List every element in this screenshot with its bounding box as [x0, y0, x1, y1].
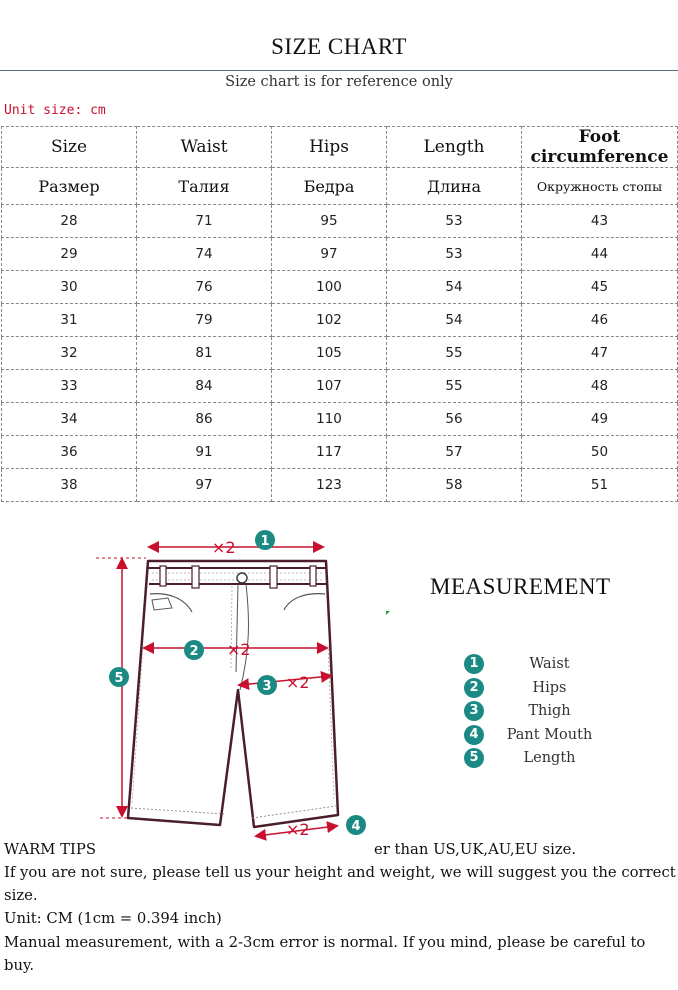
legend-label: Length	[523, 750, 576, 766]
table-cell: 97	[137, 469, 272, 502]
table-cell: 50	[522, 436, 678, 469]
table-cell: 102	[272, 304, 387, 337]
table-cell: 95	[272, 205, 387, 238]
table-cell: 81	[137, 337, 272, 370]
hips-multiplier: ×2	[227, 640, 251, 659]
table-cell: 51	[522, 469, 678, 502]
table-row	[2, 403, 678, 436]
tips-line-2: If you are not sure, please tell us your height and weight, we will suggest you the correct size.	[4, 864, 676, 905]
header-cell: Окружность стопы	[522, 168, 678, 205]
legend-label: Waist	[529, 656, 570, 672]
table-cell: 84	[137, 370, 272, 403]
table-cell: 56	[387, 403, 522, 436]
badge-2-label: 2	[189, 644, 199, 659]
legend-item	[462, 678, 662, 702]
table-cell: 55	[387, 370, 522, 403]
badge-3-label: 3	[262, 679, 272, 694]
table-cell: 53	[387, 205, 522, 238]
table-cell: 29	[2, 238, 137, 271]
table-cell: 105	[272, 337, 387, 370]
table-cell: 71	[137, 205, 272, 238]
tips-size-note: er than US,UK,AU,EU size.	[374, 841, 577, 858]
table-cell: 123	[272, 469, 387, 502]
measurement-legend	[462, 654, 662, 772]
table-cell: 45	[522, 271, 678, 304]
tips-line-3: Unit: CM (1cm = 0.394 inch)	[4, 910, 222, 928]
waist-multiplier: ×2	[212, 538, 236, 557]
table-cell: 100	[272, 271, 387, 304]
measurement-title: MEASUREMENT	[430, 574, 611, 599]
table-cell: 54	[387, 271, 522, 304]
table-row	[2, 436, 678, 469]
title-divider	[0, 70, 678, 71]
table-row	[2, 238, 678, 271]
table-cell: 43	[522, 205, 678, 238]
table-cell: 28	[2, 205, 137, 238]
table-cell: 33	[2, 370, 137, 403]
table-cell: 46	[522, 304, 678, 337]
table-cell: 76	[137, 271, 272, 304]
table-row	[2, 271, 678, 304]
table-cell: 49	[522, 403, 678, 436]
table-cell: 53	[387, 238, 522, 271]
badge-1-label: 1	[260, 534, 270, 549]
table-cell: 91	[137, 436, 272, 469]
page-title: SIZE CHART	[271, 34, 407, 59]
table-cell: 55	[387, 337, 522, 370]
header-cell: Hips	[272, 127, 387, 168]
table-cell: 48	[522, 370, 678, 403]
legend-number-icon: 2	[464, 678, 484, 698]
header-row-en	[2, 127, 678, 168]
table-row	[2, 337, 678, 370]
header-cell: Размер	[2, 168, 137, 205]
table-cell: 31	[2, 304, 137, 337]
header-cell: Бедра	[272, 168, 387, 205]
table-cell: 38	[2, 469, 137, 502]
table-cell: 97	[272, 238, 387, 271]
table-cell: 34	[2, 403, 137, 436]
warm-tips	[4, 838, 676, 977]
legend-item	[462, 701, 662, 725]
table-cell: 54	[387, 304, 522, 337]
table-row	[2, 205, 678, 238]
table-cell: 110	[272, 403, 387, 436]
legend-label: Thigh	[528, 703, 571, 719]
legend-label: Hips	[532, 679, 567, 696]
legend-item	[462, 725, 662, 749]
header-cell: Длина	[387, 168, 522, 205]
legend-number-icon: 3	[464, 701, 484, 721]
table-cell: 30	[2, 271, 137, 304]
header-cell: Foot circumference	[522, 127, 678, 168]
shorts-outline	[128, 561, 338, 827]
table-cell: 44	[522, 238, 678, 271]
unit-label: Unit size: cm	[4, 103, 106, 118]
table-cell: 79	[137, 304, 272, 337]
pant-mouth-multiplier: ×2	[286, 820, 310, 839]
table-cell: 86	[137, 403, 272, 436]
table-cell: 47	[522, 337, 678, 370]
table-row	[2, 304, 678, 337]
table-cell: 32	[2, 337, 137, 370]
badge-4-label: 4	[351, 819, 361, 834]
decorative-mark	[386, 611, 390, 615]
legend-number-icon: 4	[464, 725, 484, 745]
thigh-multiplier: ×2	[286, 673, 310, 692]
table-cell: 58	[387, 469, 522, 502]
header-row-ru	[2, 168, 678, 205]
tips-line-4: Manual measurement, with a 2-3cm error is normal. If you mind, please be careful to buy.	[4, 933, 646, 974]
legend-item	[462, 654, 662, 678]
subtitle: Size chart is for reference only	[225, 74, 453, 90]
tips-heading: WARM TIPS	[4, 841, 96, 858]
header-cell: Талия	[137, 168, 272, 205]
size-table	[1, 126, 678, 502]
header-cell: Length	[387, 127, 522, 168]
legend-label: Pant Mouth	[506, 726, 593, 743]
legend-item	[462, 748, 662, 772]
table-cell: 74	[137, 238, 272, 271]
legend-number-icon: 1	[464, 654, 484, 674]
table-cell: 117	[272, 436, 387, 469]
tips-line-1	[4, 838, 676, 861]
legend-number-icon: 5	[464, 748, 484, 768]
table-cell: 107	[272, 370, 387, 403]
table-cell: 57	[387, 436, 522, 469]
header-cell: Waist	[137, 127, 272, 168]
table-cell: 36	[2, 436, 137, 469]
header-cell: Size	[2, 127, 137, 168]
badge-5-label: 5	[114, 671, 124, 686]
table-row	[2, 469, 678, 502]
table-row	[2, 370, 678, 403]
